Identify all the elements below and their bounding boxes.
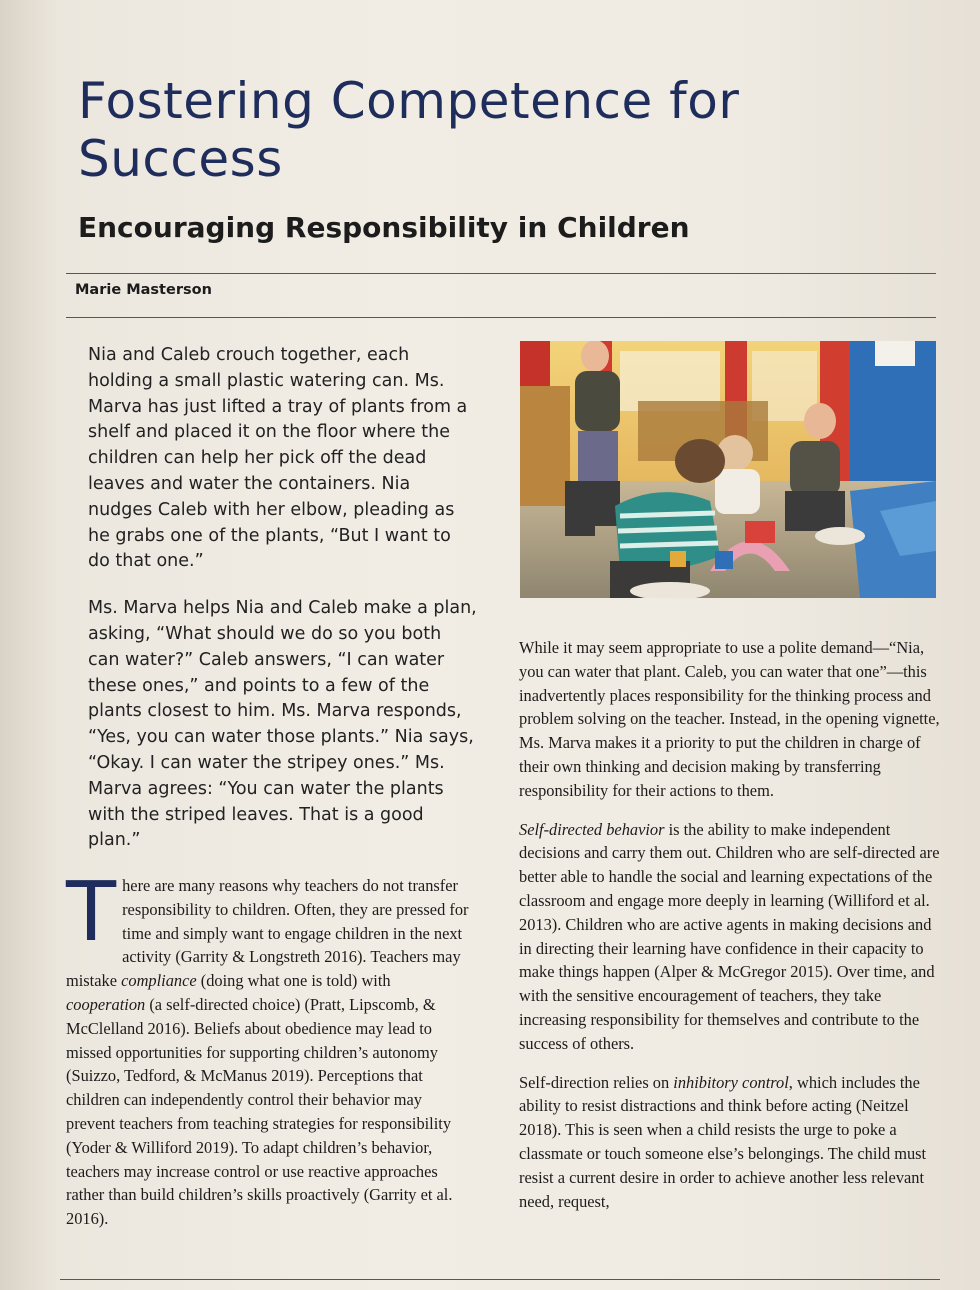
right-body-column [519, 636, 941, 1228]
left-paragraph-1: There are many reasons why teachers do not transfer responsibility to children. Often, they are pressed for time and simply want to engage children in the next activity (Garrity & Longstreth 2016). Teachers may mistake compliance (doing what one is told) with cooperation (a self-directed choice) (Pratt, Lipscomb, & McClelland 2016). Beliefs about obedience may lead to missed opportunities for supporting children’s autonomy (Suizzo, Tedford, & McManus 2019). Perceptions that children can independently control their behavior may prevent teachers from teaching strategies for responsibility (Yoder & Williford 2019). To adapt children’s behavior, teachers may increase control or use reactive approaches rather than build children’s skills proactively (Garrity et al. 2016). [66, 865, 469, 1229]
article-subtitle: Encouraging Responsibility in Children [78, 211, 690, 244]
top-rule [66, 273, 936, 274]
children-playing-illustration [520, 341, 936, 598]
right-paragraph-1: While it may seem appropriate to use a polite demand—“Nia, you can water that plant. Caleb, you can water that one”—this inadvertently places responsibility for the thinking process and problem solving on the teacher. Instead, in the opening vignette, Ms. Marva makes it a priority to put the children in charge of their own thinking and decision making by transferring responsibility for their actions to them. [519, 638, 940, 800]
left-body-column [66, 865, 472, 1246]
right-paragraph-3: Self-direction relies on inhibitory control, which includes the ability to resist distractions and think before acting (Neitzel 2018). This is seen when a child resists the urge to poke a classmate or touch someone else’s belongings. The child must resist a current desire in order to achieve another less relevant need, request, [519, 1072, 927, 1211]
article-title: Fostering Competence for Success [78, 72, 740, 188]
byline-rule [66, 317, 936, 318]
classroom-photo [520, 341, 936, 598]
vignette-paragraph-1: Nia and Caleb crouch together, each holding a small plastic watering can. Ms. Marva has just lifted a tray of plants from a shelf and placed it on the floor where the children can help her pick off the dead leaves and water the containers. Nia nudges Caleb with her elbow, pleading as he grabs one of the plants, “But I want to do that one.” [88, 345, 468, 572]
vignette-paragraph-2: Ms. Marva helps Nia and Caleb make a plan, asking, “What should we do so you both can water?” Caleb answers, “I can water these ones,” and points to a few of the plants closest to him. Ms. Marva responds, “Yes, you can water those plants.” Nia says, “Okay. I can water the stripey ones.” Ms. Marva agrees: “You can water the plants with the striped leaves. That is a good plan.” [88, 598, 477, 851]
drop-cap: T [66, 865, 117, 960]
author-byline: Marie Masterson [75, 282, 212, 298]
bottom-rule [60, 1279, 940, 1280]
right-paragraph-2: Self-directed behavior is the ability to make independent decisions and carry them out. Children who are self-directed are better able to handle the social and learning expectations of the classroom and engage more deeply in learning (Williford et al. 2013). Children who are active agents in making decisions and in directing their learning have confidence in their capacity to make things happen (Alper & McGregor 2015). Over time, and with the sensitive encouragement of teachers, they take increasing responsibility for themselves and contribute to the success of others. [519, 819, 940, 1053]
opening-vignette [88, 343, 478, 875]
